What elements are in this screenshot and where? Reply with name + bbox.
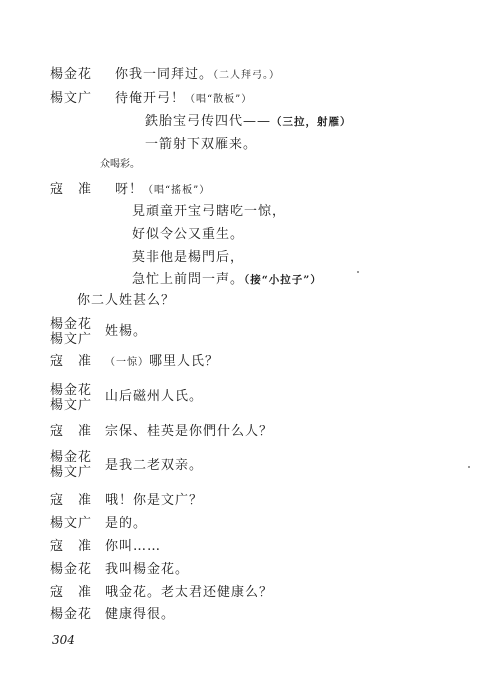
speaker: 楊文广 xyxy=(50,91,93,106)
scan-speck xyxy=(357,271,359,273)
speaker: 楊金花 xyxy=(50,607,93,622)
scan-speck xyxy=(468,466,470,468)
verse-line: 一箭射下双雁来。 xyxy=(145,137,258,152)
speaker: 寇 准 xyxy=(50,585,93,600)
dialogue-text: 健康得很。 xyxy=(105,607,176,622)
dialogue-text: 待俺开弓！（唱“散板”） xyxy=(115,91,253,106)
dialogue-text: 你二人姓甚么？ xyxy=(77,293,176,308)
dialogue-text: 你我一同拜过。（二人拜弓。） xyxy=(115,67,281,82)
dialogue-text: 姓楊。 xyxy=(105,324,148,339)
verse-line: 見頑童开宝弓瞎吃一惊， xyxy=(132,204,287,219)
stage-direction: （唱“搖板”） xyxy=(143,185,211,196)
dialogue-text: 是的。 xyxy=(105,516,148,531)
speaker: 楊文广 xyxy=(50,516,93,531)
dialogue-text: 哦！你是文广？ xyxy=(105,493,204,508)
speaker: 楊金花 xyxy=(50,562,93,577)
verse-line: 鉄胎宝弓传四代——（三拉，射雁） xyxy=(145,114,352,129)
verse-line: 好似令公又重生。 xyxy=(132,227,245,242)
speaker-pair: 楊金花 楊文广 xyxy=(50,317,93,347)
dialogue-text: 我叫楊金花。 xyxy=(105,562,190,577)
dialogue-text: 呀！（唱“搖板”） xyxy=(115,182,211,197)
dialogue-text: 山后磁州人氏。 xyxy=(105,389,204,404)
dialogue-text: （一惊）哪里人氏？ xyxy=(105,354,220,369)
verse-line: 莫非他是楊門后， xyxy=(132,250,245,265)
stage-direction: （二人拜弓。） xyxy=(213,70,281,81)
dialogue-text: 是我二老双亲。 xyxy=(105,458,204,473)
speaker: 寇 准 xyxy=(50,493,93,508)
verse-line: 急忙上前問一声。（接“小拉子”） xyxy=(132,272,322,287)
speaker: 寇 准 xyxy=(50,354,93,369)
stage-direction: （接“小拉子”） xyxy=(244,274,322,286)
page-number: 304 xyxy=(52,633,75,647)
speaker: 寇 准 xyxy=(50,424,93,439)
dialogue-text: 你叫…… xyxy=(105,539,162,554)
stage-direction: （唱“散板”） xyxy=(185,94,253,105)
stage-direction: 众喝彩。 xyxy=(100,159,140,170)
speaker: 寇 准 xyxy=(50,182,93,197)
speaker: 楊金花 xyxy=(50,67,93,82)
speaker-pair: 楊金花 楊文广 xyxy=(50,383,93,413)
dialogue-text: 哦金花。老太君还健康么？ xyxy=(105,585,274,600)
speaker-pair: 楊金花 楊文广 xyxy=(50,450,93,480)
dialogue-text: 宗保、桂英是你們什么人？ xyxy=(105,424,274,439)
stage-direction: （三拉，射雁） xyxy=(271,116,352,128)
speaker: 寇 准 xyxy=(50,539,93,554)
stage-direction: （一惊） xyxy=(105,357,149,368)
